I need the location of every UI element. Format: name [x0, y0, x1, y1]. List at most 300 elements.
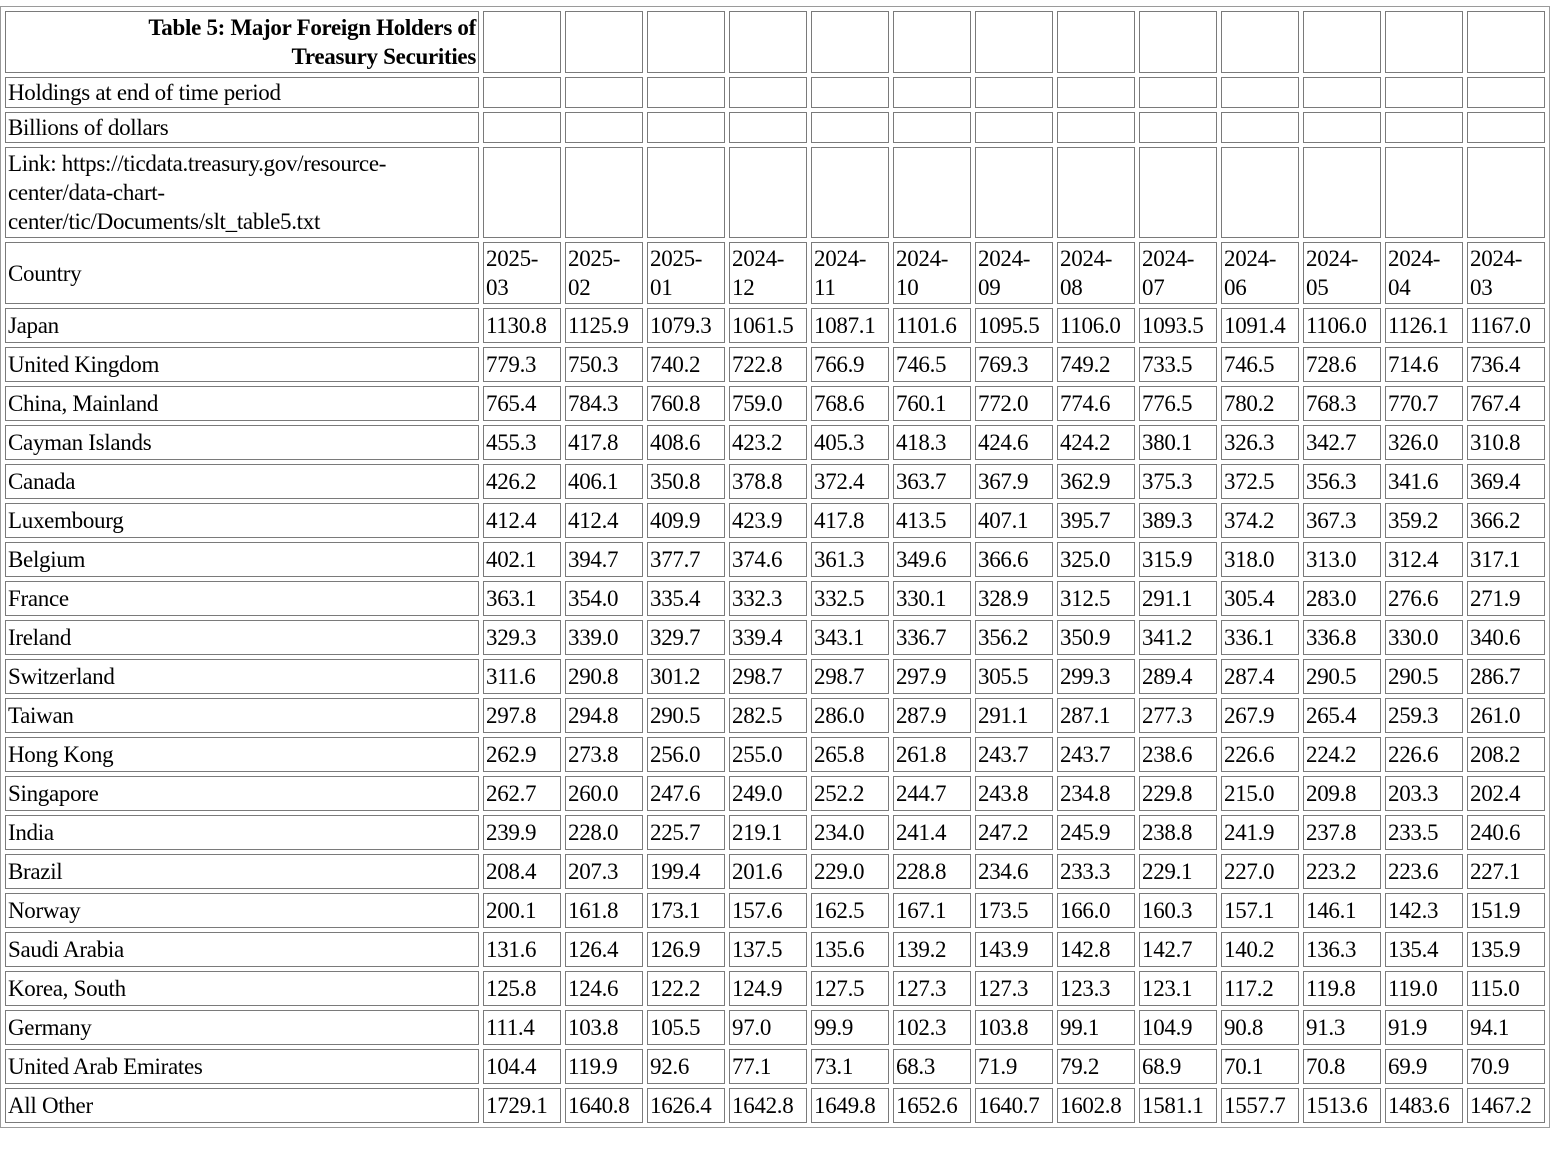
value-cell: 407.1 [975, 503, 1053, 538]
value-cell: 1729.1 [483, 1088, 561, 1123]
period-month: 11 [814, 275, 836, 300]
value-cell: 70.8 [1303, 1049, 1381, 1084]
value-cell: 104.4 [483, 1049, 561, 1084]
value-cell: 215.0 [1221, 776, 1299, 811]
country-cell: Switzerland [5, 659, 479, 694]
value-cell: 780.2 [1221, 386, 1299, 421]
value-cell: 104.9 [1139, 1010, 1217, 1045]
value-cell: 299.3 [1057, 659, 1135, 694]
header-row [5, 242, 1545, 304]
empty-cell [647, 77, 725, 108]
table-row [5, 854, 1545, 889]
value-cell: 1557.7 [1221, 1088, 1299, 1123]
empty-cell [975, 147, 1053, 238]
value-cell: 311.6 [483, 659, 561, 694]
value-cell: 326.0 [1385, 425, 1463, 460]
country-cell: All Other [5, 1088, 479, 1123]
value-cell: 784.3 [565, 386, 643, 421]
value-cell: 378.8 [729, 464, 807, 499]
value-cell: 1106.0 [1303, 308, 1381, 343]
value-cell: 287.4 [1221, 659, 1299, 694]
value-cell: 226.6 [1385, 737, 1463, 772]
value-cell: 332.5 [811, 581, 889, 616]
value-cell: 341.6 [1385, 464, 1463, 499]
value-cell: 380.1 [1139, 425, 1217, 460]
table-title-line2: Treasury Securities [291, 44, 476, 69]
value-cell: 760.8 [647, 386, 725, 421]
value-cell: 426.2 [483, 464, 561, 499]
value-cell: 336.7 [893, 620, 971, 655]
value-cell: 79.2 [1057, 1049, 1135, 1084]
country-cell: United Kingdom [5, 347, 479, 382]
table-row [5, 659, 1545, 694]
value-cell: 375.3 [1139, 464, 1217, 499]
value-cell: 219.1 [729, 815, 807, 850]
empty-cell [811, 77, 889, 108]
value-cell: 262.7 [483, 776, 561, 811]
empty-cell [1139, 77, 1217, 108]
table-title-line1: Table 5: Major Foreign Holders of [148, 15, 476, 40]
value-cell: 367.3 [1303, 503, 1381, 538]
value-cell: 136.3 [1303, 932, 1381, 967]
country-cell: Luxembourg [5, 503, 479, 538]
value-cell: 140.2 [1221, 932, 1299, 967]
empty-cell [729, 77, 807, 108]
value-cell: 233.3 [1057, 854, 1135, 889]
value-cell: 126.9 [647, 932, 725, 967]
value-cell: 260.0 [565, 776, 643, 811]
value-cell: 363.7 [893, 464, 971, 499]
period-month: 05 [1306, 275, 1329, 300]
period-year: 2024- [732, 246, 785, 271]
value-cell: 768.3 [1303, 386, 1381, 421]
value-cell: 1079.3 [647, 308, 725, 343]
period-month: 10 [896, 275, 919, 300]
value-cell: 1626.4 [647, 1088, 725, 1123]
value-cell: 125.8 [483, 971, 561, 1006]
table-row [5, 1088, 1545, 1123]
value-cell: 1483.6 [1385, 1088, 1463, 1123]
link-line2: center/data-chart- [8, 180, 165, 205]
value-cell: 343.1 [811, 620, 889, 655]
table-row [5, 386, 1545, 421]
table-row [5, 464, 1545, 499]
value-cell: 395.7 [1057, 503, 1135, 538]
period-month: 07 [1142, 275, 1165, 300]
value-cell: 209.8 [1303, 776, 1381, 811]
value-cell: 328.9 [975, 581, 1053, 616]
value-cell: 423.9 [729, 503, 807, 538]
empty-cell [975, 11, 1053, 73]
value-cell: 286.0 [811, 698, 889, 733]
value-cell: 406.1 [565, 464, 643, 499]
table-body [5, 11, 1545, 1123]
value-cell: 766.9 [811, 347, 889, 382]
empty-cell [565, 11, 643, 73]
country-cell: Ireland [5, 620, 479, 655]
value-cell: 290.5 [1385, 659, 1463, 694]
value-cell: 238.8 [1139, 815, 1217, 850]
value-cell: 750.3 [565, 347, 643, 382]
value-cell: 759.0 [729, 386, 807, 421]
value-cell: 127.5 [811, 971, 889, 1006]
value-cell: 226.6 [1221, 737, 1299, 772]
period-year: 2024- [1388, 246, 1441, 271]
table-row [5, 698, 1545, 733]
value-cell: 362.9 [1057, 464, 1135, 499]
value-cell: 298.7 [811, 659, 889, 694]
value-cell: 252.2 [811, 776, 889, 811]
empty-cell [1057, 147, 1135, 238]
country-cell: Saudi Arabia [5, 932, 479, 967]
value-cell: 199.4 [647, 854, 725, 889]
value-cell: 312.5 [1057, 581, 1135, 616]
value-cell: 282.5 [729, 698, 807, 733]
table-row [5, 542, 1545, 577]
table-row [5, 776, 1545, 811]
value-cell: 313.0 [1303, 542, 1381, 577]
value-cell: 261.0 [1467, 698, 1545, 733]
value-cell: 203.3 [1385, 776, 1463, 811]
holdings-table [0, 6, 1550, 1128]
value-cell: 413.5 [893, 503, 971, 538]
empty-cell [729, 11, 807, 73]
empty-cell [1303, 77, 1381, 108]
value-cell: 336.8 [1303, 620, 1381, 655]
period-header [1139, 242, 1217, 304]
value-cell: 1167.0 [1467, 308, 1545, 343]
empty-cell [1467, 147, 1545, 238]
empty-cell [565, 112, 643, 143]
value-cell: 103.8 [565, 1010, 643, 1045]
value-cell: 1093.5 [1139, 308, 1217, 343]
value-cell: 746.5 [893, 347, 971, 382]
link-line1: Link: https://ticdata.treasury.gov/resource- [8, 151, 387, 176]
value-cell: 255.0 [729, 737, 807, 772]
units-note: Billions of dollars [5, 112, 479, 143]
value-cell: 243.7 [1057, 737, 1135, 772]
value-cell: 402.1 [483, 542, 561, 577]
value-cell: 137.5 [729, 932, 807, 967]
value-cell: 69.9 [1385, 1049, 1463, 1084]
period-year: 2025- [486, 246, 539, 271]
value-cell: 361.3 [811, 542, 889, 577]
value-cell: 363.1 [483, 581, 561, 616]
value-cell: 297.9 [893, 659, 971, 694]
value-cell: 247.2 [975, 815, 1053, 850]
value-cell: 336.1 [1221, 620, 1299, 655]
empty-cell [1139, 11, 1217, 73]
empty-cell [483, 112, 561, 143]
table-row [5, 971, 1545, 1006]
value-cell: 330.1 [893, 581, 971, 616]
value-cell: 201.6 [729, 854, 807, 889]
value-cell: 342.7 [1303, 425, 1381, 460]
empty-cell [1139, 147, 1217, 238]
period-header [729, 242, 807, 304]
value-cell: 1106.0 [1057, 308, 1135, 343]
table-row [5, 347, 1545, 382]
value-cell: 290.5 [1303, 659, 1381, 694]
value-cell: 369.4 [1467, 464, 1545, 499]
value-cell: 162.5 [811, 893, 889, 928]
value-cell: 228.8 [893, 854, 971, 889]
value-cell: 237.8 [1303, 815, 1381, 850]
value-cell: 135.9 [1467, 932, 1545, 967]
value-cell: 283.0 [1303, 581, 1381, 616]
value-cell: 301.2 [647, 659, 725, 694]
period-month: 03 [486, 275, 509, 300]
value-cell: 1649.8 [811, 1088, 889, 1123]
value-cell: 234.0 [811, 815, 889, 850]
value-cell: 714.6 [1385, 347, 1463, 382]
value-cell: 341.2 [1139, 620, 1217, 655]
empty-cell [483, 147, 561, 238]
period-header [1057, 242, 1135, 304]
value-cell: 223.2 [1303, 854, 1381, 889]
country-cell: Germany [5, 1010, 479, 1045]
value-cell: 208.4 [483, 854, 561, 889]
value-cell: 267.9 [1221, 698, 1299, 733]
empty-cell [1303, 11, 1381, 73]
value-cell: 157.1 [1221, 893, 1299, 928]
value-cell: 119.8 [1303, 971, 1381, 1006]
value-cell: 728.6 [1303, 347, 1381, 382]
empty-cell [811, 147, 889, 238]
period-year: 2025- [568, 246, 621, 271]
value-cell: 92.6 [647, 1049, 725, 1084]
empty-cell [1221, 77, 1299, 108]
value-cell: 277.3 [1139, 698, 1217, 733]
value-cell: 119.9 [565, 1049, 643, 1084]
empty-cell [1467, 77, 1545, 108]
table-row [5, 737, 1545, 772]
link-row [5, 147, 1545, 238]
value-cell: 225.7 [647, 815, 725, 850]
value-cell: 119.0 [1385, 971, 1463, 1006]
country-cell: Brazil [5, 854, 479, 889]
empty-cell [893, 77, 971, 108]
value-cell: 115.0 [1467, 971, 1545, 1006]
empty-cell [1467, 112, 1545, 143]
value-cell: 287.1 [1057, 698, 1135, 733]
value-cell: 105.5 [647, 1010, 725, 1045]
value-cell: 259.3 [1385, 698, 1463, 733]
value-cell: 291.1 [1139, 581, 1217, 616]
value-cell: 68.9 [1139, 1049, 1217, 1084]
value-cell: 233.5 [1385, 815, 1463, 850]
period-header [483, 242, 561, 304]
value-cell: 223.6 [1385, 854, 1463, 889]
value-cell: 234.8 [1057, 776, 1135, 811]
period-header [1467, 242, 1545, 304]
country-cell: Norway [5, 893, 479, 928]
value-cell: 1581.1 [1139, 1088, 1217, 1123]
value-cell: 90.8 [1221, 1010, 1299, 1045]
period-year: 2024- [978, 246, 1031, 271]
empty-cell [647, 112, 725, 143]
value-cell: 317.1 [1467, 542, 1545, 577]
country-cell: Canada [5, 464, 479, 499]
period-month: 08 [1060, 275, 1083, 300]
value-cell: 207.3 [565, 854, 643, 889]
value-cell: 412.4 [565, 503, 643, 538]
empty-cell [1057, 112, 1135, 143]
period-header [893, 242, 971, 304]
value-cell: 123.1 [1139, 971, 1217, 1006]
country-cell: Korea, South [5, 971, 479, 1006]
value-cell: 359.2 [1385, 503, 1463, 538]
value-cell: 372.4 [811, 464, 889, 499]
value-cell: 776.5 [1139, 386, 1217, 421]
value-cell: 97.0 [729, 1010, 807, 1045]
value-cell: 142.3 [1385, 893, 1463, 928]
value-cell: 91.3 [1303, 1010, 1381, 1045]
value-cell: 99.1 [1057, 1010, 1135, 1045]
empty-cell [1057, 77, 1135, 108]
table-row [5, 1010, 1545, 1045]
value-cell: 354.0 [565, 581, 643, 616]
value-cell: 102.3 [893, 1010, 971, 1045]
value-cell: 329.7 [647, 620, 725, 655]
value-cell: 291.1 [975, 698, 1053, 733]
value-cell: 405.3 [811, 425, 889, 460]
value-cell: 418.3 [893, 425, 971, 460]
empty-cell [1303, 147, 1381, 238]
value-cell: 289.4 [1139, 659, 1217, 694]
country-cell: Taiwan [5, 698, 479, 733]
value-cell: 423.2 [729, 425, 807, 460]
period-year: 2024- [1142, 246, 1195, 271]
value-cell: 377.7 [647, 542, 725, 577]
value-cell: 290.5 [647, 698, 725, 733]
units-note-row [5, 112, 1545, 143]
value-cell: 139.2 [893, 932, 971, 967]
value-cell: 1652.6 [893, 1088, 971, 1123]
value-cell: 73.1 [811, 1049, 889, 1084]
value-cell: 124.6 [565, 971, 643, 1006]
value-cell: 224.2 [1303, 737, 1381, 772]
value-cell: 146.1 [1303, 893, 1381, 928]
value-cell: 1130.8 [483, 308, 561, 343]
value-cell: 736.4 [1467, 347, 1545, 382]
value-cell: 366.2 [1467, 503, 1545, 538]
empty-cell [1221, 112, 1299, 143]
value-cell: 265.8 [811, 737, 889, 772]
empty-cell [647, 147, 725, 238]
value-cell: 240.6 [1467, 815, 1545, 850]
value-cell: 229.1 [1139, 854, 1217, 889]
empty-cell [1385, 147, 1463, 238]
value-cell: 208.2 [1467, 737, 1545, 772]
period-month: 06 [1224, 275, 1247, 300]
value-cell: 409.9 [647, 503, 725, 538]
value-cell: 131.6 [483, 932, 561, 967]
value-cell: 241.4 [893, 815, 971, 850]
value-cell: 315.9 [1139, 542, 1217, 577]
value-cell: 424.6 [975, 425, 1053, 460]
value-cell: 374.2 [1221, 503, 1299, 538]
empty-cell [1385, 112, 1463, 143]
value-cell: 173.5 [975, 893, 1053, 928]
value-cell: 349.6 [893, 542, 971, 577]
value-cell: 202.4 [1467, 776, 1545, 811]
empty-cell [1385, 11, 1463, 73]
empty-cell [893, 147, 971, 238]
empty-cell [1221, 147, 1299, 238]
value-cell: 124.9 [729, 971, 807, 1006]
value-cell: 262.9 [483, 737, 561, 772]
empty-cell [1221, 11, 1299, 73]
value-cell: 779.3 [483, 347, 561, 382]
empty-cell [1303, 112, 1381, 143]
value-cell: 294.8 [565, 698, 643, 733]
empty-cell [811, 11, 889, 73]
value-cell: 290.8 [565, 659, 643, 694]
value-cell: 389.3 [1139, 503, 1217, 538]
empty-cell [893, 112, 971, 143]
value-cell: 142.7 [1139, 932, 1217, 967]
value-cell: 99.9 [811, 1010, 889, 1045]
value-cell: 326.3 [1221, 425, 1299, 460]
empty-cell [647, 11, 725, 73]
period-month: 01 [650, 275, 673, 300]
value-cell: 746.5 [1221, 347, 1299, 382]
value-cell: 768.6 [811, 386, 889, 421]
value-cell: 243.8 [975, 776, 1053, 811]
period-year: 2024- [1224, 246, 1277, 271]
value-cell: 234.6 [975, 854, 1053, 889]
value-cell: 1061.5 [729, 308, 807, 343]
table-row [5, 425, 1545, 460]
period-header [647, 242, 725, 304]
value-cell: 142.8 [1057, 932, 1135, 967]
value-cell: 71.9 [975, 1049, 1053, 1084]
value-cell: 151.9 [1467, 893, 1545, 928]
value-cell: 261.8 [893, 737, 971, 772]
period-year: 2024- [1060, 246, 1113, 271]
value-cell: 722.8 [729, 347, 807, 382]
table-row [5, 1049, 1545, 1084]
value-cell: 350.8 [647, 464, 725, 499]
period-month: 04 [1388, 275, 1411, 300]
country-cell: Belgium [5, 542, 479, 577]
country-cell: Hong Kong [5, 737, 479, 772]
empty-cell [1385, 77, 1463, 108]
value-cell: 245.9 [1057, 815, 1135, 850]
period-header [1221, 242, 1299, 304]
value-cell: 297.8 [483, 698, 561, 733]
value-cell: 1126.1 [1385, 308, 1463, 343]
value-cell: 1095.5 [975, 308, 1053, 343]
source-link-text [5, 147, 479, 238]
value-cell: 339.4 [729, 620, 807, 655]
value-cell: 244.7 [893, 776, 971, 811]
value-cell: 127.3 [975, 971, 1053, 1006]
empty-cell [893, 11, 971, 73]
value-cell: 265.4 [1303, 698, 1381, 733]
empty-cell [811, 112, 889, 143]
value-cell: 740.2 [647, 347, 725, 382]
value-cell: 249.0 [729, 776, 807, 811]
value-cell: 305.4 [1221, 581, 1299, 616]
value-cell: 273.8 [565, 737, 643, 772]
value-cell: 111.4 [483, 1010, 561, 1045]
period-month: 02 [568, 275, 591, 300]
value-cell: 143.9 [975, 932, 1053, 967]
period-header [1385, 242, 1463, 304]
value-cell: 1087.1 [811, 308, 889, 343]
